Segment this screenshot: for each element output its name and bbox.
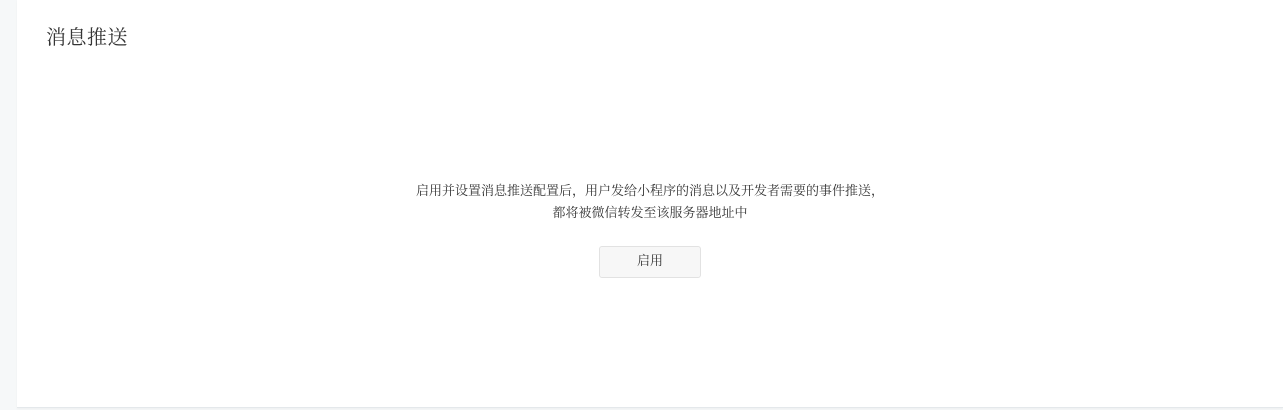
description-text: 启用并设置消息推送配置后，用户发给小程序的消息以及开发者需要的事件推送，都将被微信转发至该服务器地址中 [415, 184, 884, 221]
message-push-card [17, 0, 1283, 408]
empty-state [17, 181, 1283, 278]
card-title: 消息推送 [46, 25, 128, 49]
enable-button[interactable]: 启用 [599, 246, 701, 278]
